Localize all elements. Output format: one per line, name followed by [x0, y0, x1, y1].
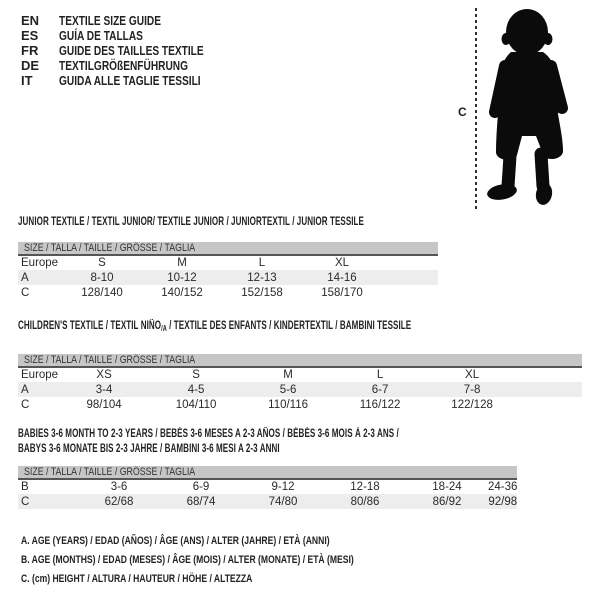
- size-header-bar: [18, 354, 582, 367]
- size-header-bar: [18, 242, 438, 255]
- size-cell: L: [258, 257, 266, 269]
- table-row: [18, 494, 517, 509]
- size-cell: S: [192, 369, 200, 381]
- row-label: C: [21, 286, 30, 299]
- footnote-line: [21, 570, 448, 589]
- row-label: C: [21, 398, 30, 411]
- size-cell: M: [283, 369, 293, 381]
- size-cell: 3-6: [110, 481, 128, 493]
- size-header-bar: [18, 466, 517, 479]
- size-cell: 18-24: [432, 481, 462, 493]
- baby-height-figure: [455, 6, 590, 216]
- footnote-b: B. AGE (MONTHS) / EDAD (MESES) / ÂGE (MOIS) / ALTER (MONATE) / ETÀ (MESI): [21, 554, 354, 566]
- size-cell: 4-5: [150, 382, 242, 397]
- baby-silhouette-icon: [483, 8, 575, 212]
- size-cell: 62/68: [78, 494, 160, 509]
- filler-cell: [382, 270, 438, 285]
- language-title: GUÍA DE TALLAS: [59, 28, 143, 43]
- section-title-text: JUNIOR TEXTILE / TEXTIL JUNIOR/ TEXTILE JUNIOR / JUNIORTEXTIL / JUNIOR TESSILE: [18, 216, 364, 228]
- size-cell: 140/152: [161, 286, 203, 299]
- size-table-children: [18, 354, 582, 412]
- size-cell: XL: [334, 257, 350, 269]
- language-row: [21, 73, 244, 88]
- height-c-label: C: [458, 105, 467, 119]
- size-header-label: SIZE / TALLA / TAILLE / GRÖSSE / TAGLIA: [24, 466, 196, 478]
- section-title: [18, 215, 364, 230]
- size-cell: 3-4: [58, 382, 150, 397]
- size-cell: 104/110: [175, 398, 217, 411]
- size-cell: 5-6: [242, 382, 334, 397]
- size-cell: L: [376, 369, 384, 381]
- language-row: [21, 28, 244, 43]
- section-title: [18, 319, 413, 336]
- footnote-line: [21, 532, 448, 551]
- size-cell: S: [98, 257, 106, 269]
- language-title: GUIDE DES TAILLES TEXTILE: [59, 43, 204, 58]
- table-row: [18, 255, 438, 270]
- size-cell: M: [177, 257, 187, 269]
- size-cell: 92/98: [488, 495, 518, 508]
- language-code: FR: [21, 43, 39, 58]
- filler-cell: [382, 255, 438, 270]
- section-babies-textile: [18, 427, 562, 509]
- size-cell: 98/104: [86, 398, 122, 411]
- size-cell: 7-8: [426, 382, 518, 397]
- language-code: IT: [21, 73, 33, 88]
- section-title-text: /A: [161, 324, 167, 333]
- section-title: [18, 427, 399, 457]
- size-cell: 14-16: [302, 270, 382, 285]
- row-label: Europe: [21, 369, 59, 381]
- footnote-line: [21, 551, 448, 570]
- language-list: [21, 13, 244, 88]
- language-row: [21, 43, 244, 58]
- section-title-text: / TEXTILE DES ENFANTS / KINDERTEXTIL / BAMBINI TESSILE: [166, 320, 412, 332]
- footnotes: [21, 532, 448, 589]
- row-label: A: [18, 382, 58, 397]
- size-header-label: SIZE / TALLA / TAILLE / GRÖSSE / TAGLIA: [24, 242, 196, 254]
- size-cell: 8-10: [62, 270, 142, 285]
- size-cell: 116/122: [359, 398, 401, 411]
- size-cell: 86/92: [406, 494, 488, 509]
- footnote-a: A. AGE (YEARS) / EDAD (AÑOS) / ÂGE (ANS) / ALTER (JAHRE) / ETÀ (ANNI): [21, 535, 330, 547]
- language-code: EN: [21, 13, 40, 28]
- row-label: Europe: [21, 257, 59, 269]
- filler-cell: [518, 382, 582, 397]
- size-cell: 152/158: [241, 286, 283, 299]
- language-row: [21, 13, 244, 28]
- language-code: ES: [21, 28, 39, 43]
- table-row: [18, 285, 438, 300]
- table-row: [18, 382, 582, 397]
- size-cell: 9-12: [271, 481, 295, 493]
- height-dashed-line: [475, 8, 477, 209]
- size-cell: 10-12: [142, 270, 222, 285]
- row-label: C: [18, 494, 78, 509]
- size-cell: 24-36: [488, 481, 518, 493]
- language-title: TEXTILGRÖßENFÜHRUNG: [59, 58, 189, 73]
- table-row: [18, 270, 438, 285]
- table-row: [18, 367, 582, 382]
- section-childrens-textile: [18, 319, 582, 412]
- size-cell: 158/170: [321, 286, 363, 299]
- size-cell: 6-7: [334, 382, 426, 397]
- table-row: [18, 479, 517, 494]
- size-table-junior: [18, 242, 438, 300]
- language-code: DE: [21, 58, 40, 73]
- section-junior-textile: [18, 215, 512, 300]
- size-cell: 12-18: [350, 481, 380, 493]
- size-cell: 128/140: [81, 286, 123, 299]
- size-cell: 74/80: [242, 494, 324, 509]
- size-cell: 80/86: [324, 494, 406, 509]
- section-title-text: CHILDREN'S TEXTILE / TEXTIL NIÑO: [18, 320, 162, 332]
- language-row: [21, 58, 244, 73]
- size-table-babies: [18, 466, 517, 509]
- filler-cell: [518, 367, 582, 382]
- filler-cell: [518, 397, 582, 412]
- size-header-label: SIZE / TALLA / TAILLE / GRÖSSE / TAGLIA: [24, 354, 196, 366]
- size-cell: 6-9: [192, 481, 210, 493]
- size-cell: 68/74: [160, 494, 242, 509]
- footnote-c: C. (cm) HEIGHT / ALTURA / HAUTEUR / HÖHE / ALTEZZA: [21, 573, 253, 585]
- size-cell: 110/116: [268, 398, 309, 411]
- section-title-text: BABIES 3-6 MONTH TO 2-3 YEARS / BEBÉS 3-6 MESES A 2-3 AÑOS / BÉBÉS 3-6 MOIS À 2-3 ANS /: [18, 428, 399, 440]
- section-title-text: BABYS 3-6 MONATE BIS 2-3 JAHRE / BAMBINI 3-6 MESI A 2-3 ANNI: [18, 443, 280, 455]
- row-label: A: [18, 270, 62, 285]
- size-cell: XL: [465, 369, 480, 381]
- size-cell: XS: [96, 369, 112, 381]
- row-label: B: [21, 481, 29, 493]
- filler-cell: [382, 285, 438, 300]
- language-title: TEXTILE SIZE GUIDE: [59, 13, 161, 28]
- language-title: GUIDA ALLE TAGLIE TESSILI: [59, 73, 201, 88]
- size-cell: 12-13: [222, 270, 302, 285]
- table-row: [18, 397, 582, 412]
- size-cell: 122/128: [451, 398, 493, 411]
